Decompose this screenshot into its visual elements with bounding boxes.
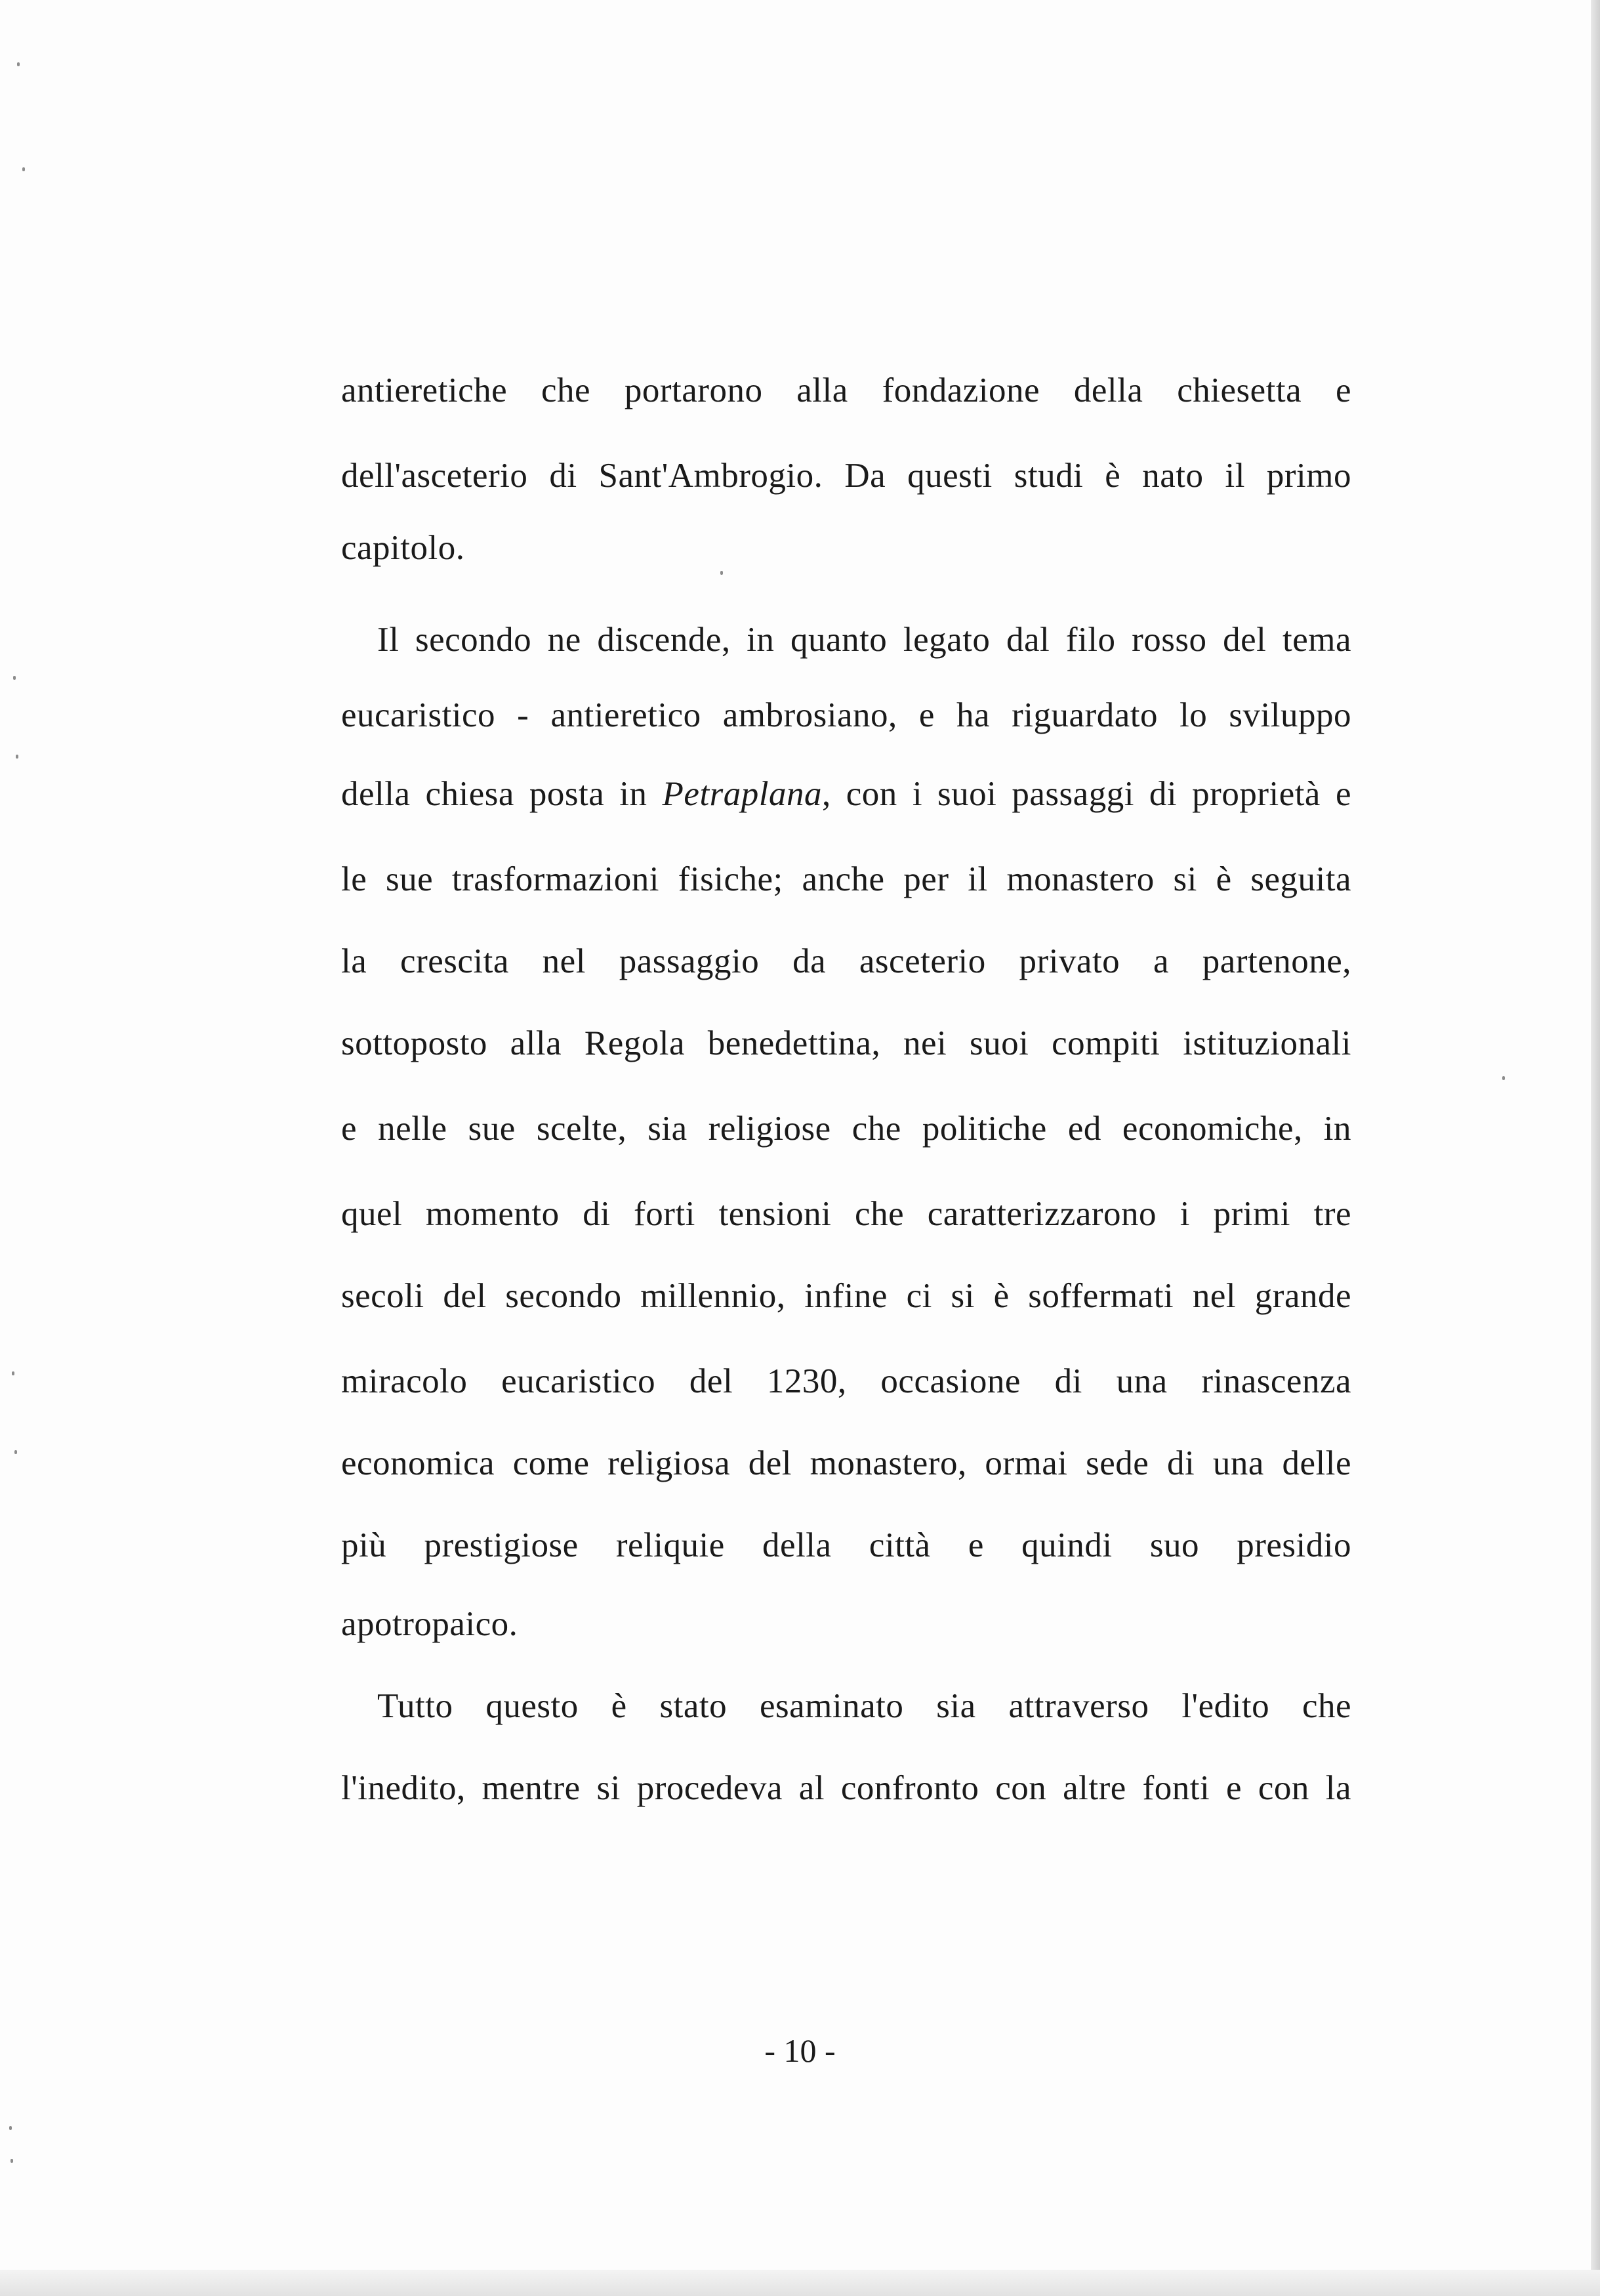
text-line-10: e nelle sue scelte, sia religiose che politiche ed economiche, in [341,1110,1351,1148]
page-right-edge [1591,0,1600,2296]
scan-speck [16,755,18,759]
scan-speck [1502,1076,1505,1080]
text-line-6-end: , con i suoi passaggi di proprietà e [822,775,1351,813]
place-name-italic: Petraplana [662,775,823,813]
text-line-15: più prestigiose reliquie della città e quindi suo presidio [341,1526,1351,1564]
text-line-18: l'inedito, mentre si procedeva al confronto con altre fonti e con la [341,1769,1351,1807]
scan-speck [12,1371,14,1375]
text-line-12: secoli del secondo millennio, infine ci si è soffermati nel grande [341,1277,1351,1315]
text-line-8: la crescita nel passaggio da asceterio privato a partenone, [341,942,1351,980]
scan-speck [17,62,20,66]
text-line-5: eucaristico - antieretico ambrosiano, e ha riguardato lo sviluppo [341,696,1351,734]
text-line-1: antieretiche che portarono alla fondazione della chiesetta e [341,371,1351,409]
scan-speck [22,167,25,171]
text-line-11: quel momento di forti tensioni che caratterizzarono i primi tre [341,1195,1351,1233]
text-line-2: dell'asceterio di Sant'Ambrogio. Da questi studi è nato il primo [341,457,1351,495]
scan-speck [9,2126,12,2130]
scan-speck [10,2159,13,2163]
page-number: - 10 - [764,2032,836,2069]
text-line-3: capitolo. [341,529,465,567]
text-line-17: Tutto questo è stato esaminato sia attraverso l'edito che [377,1687,1351,1725]
text-line-6 [341,771,1351,817]
text-line-16: apotropaico. [341,1605,518,1643]
text-line-7: le sue trasformazioni fisiche; anche per il monastero si è seguita [341,860,1351,898]
scan-speck [14,1450,17,1454]
scan-speck [13,676,16,680]
text-line-6-start: della chiesa posta in [341,775,663,813]
text-line-14: economica come religiosa del monastero, ormai sede di una delle [341,1444,1351,1482]
text-line-13: miracolo eucaristico del 1230, occasione di una rinascenza [341,1362,1351,1400]
text-line-9: sottoposto alla Regola benedettina, nei suoi compiti istituzionali [341,1024,1351,1062]
scan-speck [720,571,723,575]
page-bottom-edge [0,2270,1600,2296]
text-line-4: Il secondo ne discende, in quanto legato dal filo rosso del tema [377,621,1351,659]
